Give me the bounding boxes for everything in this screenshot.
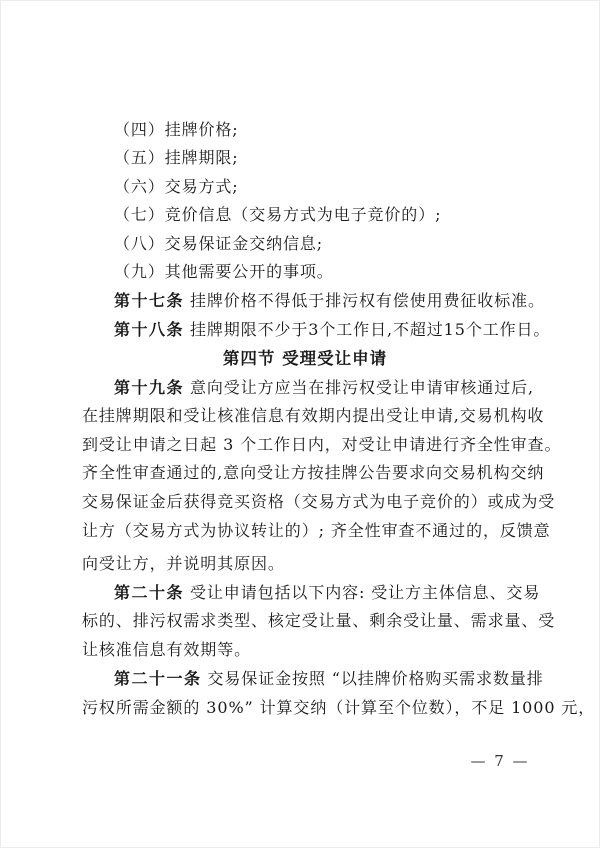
article-text: 受让申请包括以下内容: 受让方主体信息、交易 — [184, 583, 541, 602]
article-label: 第十七条 — [114, 291, 185, 310]
paragraph-line: 交易保证金后获得竞买资格（交易方式为电子竞价的）或成为受 — [82, 492, 556, 511]
article-label: 第十八条 — [114, 320, 185, 339]
article-label: 第二十条 — [114, 583, 185, 602]
paragraph-line: 让方（交易方式为协议转让的）; 齐全性审查不通过的，反馈意 — [82, 521, 551, 540]
list-item: （九）其他需要公开的事项。 — [114, 262, 334, 281]
article-19 — [114, 373, 534, 402]
article-text: 交易保证金按照 “以挂牌价格购买需求数量排 — [201, 669, 544, 688]
list-item: （六）交易方式; — [114, 177, 239, 196]
article-label: 第十九条 — [114, 378, 185, 397]
list-item: （四）挂牌价格; — [114, 120, 239, 139]
paragraph-line: 齐全性审查通过的,意向受让方按挂牌公告要求向交易机构交纳 — [82, 463, 545, 482]
paragraph-line: 标的、排污权需求类型、核定受让量、剩余受让量、需求量、受 — [82, 611, 556, 630]
article-text: 挂牌价格不得低于排污权有偿使用费征收标准。 — [184, 291, 545, 310]
article-20 — [114, 578, 541, 607]
list-item: （八）交易保证金交纳信息; — [114, 234, 324, 253]
paragraph-line: 让核准信息有效期等。 — [82, 640, 252, 659]
article-text: 意向受让方应当在排污权受让申请审核通过后, — [184, 378, 534, 397]
article-text: 挂牌期限不少于3个工作日,不超过15个工作日。 — [184, 320, 551, 339]
section-heading: 第四节 受理受让申请 — [222, 349, 388, 368]
list-item: （七）竞价信息（交易方式为电子竞价的）; — [114, 205, 442, 224]
page-number: — 7 — — [470, 752, 530, 770]
article-17 — [114, 286, 545, 315]
article-18 — [114, 315, 551, 344]
paragraph-line: 污权所需金额的 30%” 计算交纳（计算至个位数），不足 1000 元， — [82, 698, 596, 717]
paragraph-line: 到受让申请之日起 3 个工作日内，对受让申请进行齐全性审查。 — [82, 435, 562, 454]
paragraph-line: 在挂牌期限和受让核准信息有效期内提出受让申请,交易机构收 — [82, 406, 545, 425]
paragraph-line: 向受让方，并说明其原因。 — [82, 554, 285, 573]
article-label: 第二十一条 — [114, 669, 202, 688]
list-item: （五）挂牌期限; — [114, 148, 239, 167]
article-21 — [114, 664, 544, 693]
